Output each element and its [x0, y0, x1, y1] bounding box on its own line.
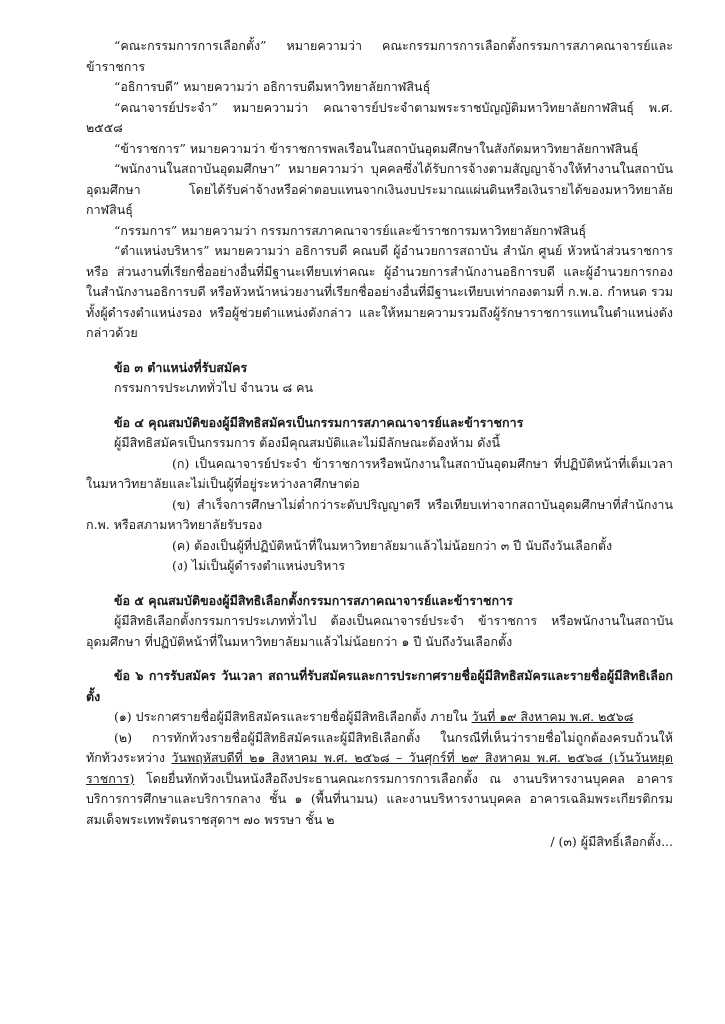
section-5-heading: ข้อ ๕ คุณสมบัติของผู้มีสิทธิเลือกตั้งกรรมการสภาคณาจารย์และข้าราชการ [114, 592, 513, 608]
section-6-para-2 [86, 728, 673, 831]
section-3 [86, 358, 673, 399]
definition-faculty: “คณาจารย์ประจำ” หมายความว่า คณาจารย์ประจำตามพระราชบัญญัติมหาวิทยาลัยกาฬสินธุ์ พ.ศ. ๒๕๕๘ [86, 99, 673, 135]
section-4-item-d: (ง) ไม่เป็นผู้ดำรงตำแหน่งบริหาร [172, 558, 346, 573]
definition-committee-member: “กรรมการ” หมายความว่า กรรมการสภาคณาจารย์และข้าราชการมหาวิทยาลัยกาฬสินธุ์ [114, 222, 587, 238]
section-6-para-1-text: (๑) ประกาศรายชื่อผู้มีสิทธิสมัครและรายชื่อผู้มีสิทธิเลือกตั้ง ภายใน [114, 709, 472, 724]
section-4-item-b: (ข) สำเร็จการศึกษาไม่ต่ำกว่าระดับปริญญาตรี หรือเทียบเท่าจากสถาบันอุดมศึกษาที่สำนักงาน ก.พ. หรือสภามหาวิทยาลัยรับรอง [86, 496, 673, 532]
announcement-date: วันที่ ๑๙ สิงหาคม พ.ศ. ๒๕๖๘ [471, 709, 634, 724]
definition-executive-position: “ตำแหน่งบริหาร” หมายความว่า อธิการบดี คณบดี ผู้อำนวยการสถาบัน สำนัก ศูนย์ หัวหน้าส่วนราชการ หรือ ส่วนงานที่เรียกชื่ออย่างอื่นที่มีฐานะเทียบเท่าคณะ ผู้อำนวยการสำนักงานอธิการบดี และผู้อำนวยการกองในสำนักงานอธิการบดี หรือหัวหน้าหน่วยงานที่เรียกชื่ออย่างอื่นที่มีฐานะเทียบเท่ากองตามที่ ก.พ.อ. กำหนด รวมทั้งผู้ดำรงตำแหน่งรอง หรือผู้ช่วยตำแหน่งดังกล่าว และให้หมายความรวมถึงผู้รักษาราชการแทนในตำแหน่งดังกล่าวด้วย [86, 243, 673, 340]
section-6-para-2-rest: โดยยื่นทักท้วงเป็นหนังสือถึงประธานคณะกรรมการการเลือกตั้ง ณ งานบริหารงานบุคคล อาคารบริการการศึกษาและบริการกลาง ชั้น ๑ (พื้นที่นามน) และงานบริหารงานบุคคล อาคารเฉลิมพระเกียรติกรมสมเด็จพระเทพรัตนราชสุดาฯ ๗๐ พรรษา ชั้น ๒ [86, 770, 673, 827]
definition-election-committee: “คณะกรรมการการเลือกตั้ง” หมายความว่า คณะกรรมการการเลือกตั้งกรรมการสภาคณาจารย์และข้าราชการ [86, 38, 673, 74]
section-4-item-a: (ก) เป็นคณาจารย์ประจำ ข้าราชการหรือพนักงานในสถาบันอุดมศึกษา ที่ปฏิบัติหน้าที่เต็มเวลาในมหาวิทยาลัยและไม่เป็นผู้ที่อยู่ระหว่างลาศึกษาต่อ [86, 455, 673, 491]
definition-employee: “พนักงานในสถาบันอุดมศึกษา” หมายความว่า บุคคลซึ่งได้รับการจ้างตามสัญญาจ้างให้ทำงานในสถาบันอุดมศึกษา โดยได้รับค่าจ้างหรือค่าตอบแทนจากเงินงบประมาณแผ่นดินหรือเงินรายได้ของมหาวิทยาลัยกาฬสินธุ์ [86, 161, 673, 217]
section-4-intro: ผู้มีสิทธิสมัครเป็นกรรมการ ต้องมีคุณสมบัติและไม่มีลักษณะต้องห้าม ดังนี้ [114, 435, 501, 450]
section-6 [86, 666, 673, 830]
section-6-heading: ข้อ ๖ การรับสมัคร วันเวลา สถานที่รับสมัครและการประกาศรายชื่อผู้มีสิทธิสมัครและรายชื่อผู้มีสิทธิเลือกตั้ง [86, 668, 673, 704]
definitions-section [86, 36, 673, 344]
section-5 [86, 591, 673, 653]
continuation-footer: / (๓) ผู้มีสิทธิ์เลือกตั้ง... [550, 834, 673, 849]
section-3-body: กรรมการประเภททั่วไป จำนวน ๘ คน [114, 380, 314, 395]
objection-period: วันพฤหัสบดีที่ ๒๑ สิงหาคม พ.ศ. ๒๕๖๘ – วันศุกร์ที่ ๒๙ สิงหาคม พ.ศ. ๒๕๖๘ (เว้นวันหยุดราชการ) [86, 750, 673, 786]
section-6-para-1 [86, 707, 673, 728]
section-4 [86, 413, 673, 577]
section-3-heading: ข้อ ๓ ตำแหน่งที่รับสมัคร [114, 359, 248, 375]
definition-president: “อธิการบดี” หมายความว่า อธิการบดีมหาวิทยาลัยกาฬสินธุ์ [114, 79, 431, 94]
section-5-body: ผู้มีสิทธิเลือกตั้งกรรมการประเภททั่วไป ต้องเป็นคณาจารย์ประจำ ข้าราชการ หรือพนักงานในสถาบันอุดมศึกษา ที่ปฏิบัติหน้าที่ในมหาวิทยาลัยมาแล้วไม่น้อยกว่า ๑ ปี นับถึงวันเลือกตั้ง [86, 613, 673, 649]
section-4-item-c: (ค) ต้องเป็นผู้ที่ปฏิบัติหน้าที่ในมหาวิทยาลัยมาแล้วไม่น้อยกว่า ๓ ปี นับถึงวันเลือกตั้ง [172, 537, 613, 553]
section-4-heading: ข้อ ๔ คุณสมบัติของผู้มีสิทธิสมัครเป็นกรรมการสภาคณาจารย์และข้าราชการ [114, 414, 524, 430]
section-6-para-2-text: (๒) การทักท้วงรายชื่อผู้มีสิทธิสมัครและผู้มีสิทธิเลือกตั้ง ในกรณีที่เห็นว่ารายชื่อไม่ถูกต้องครบถ้วนให้ทักท้วงระหว่าง [86, 729, 673, 765]
definition-civil-servant: “ข้าราชการ” หมายความว่า ข้าราชการพลเรือนในสถาบันอุดมศึกษาในสังกัดมหาวิทยาลัยกาฬสินธุ์ [114, 140, 639, 156]
